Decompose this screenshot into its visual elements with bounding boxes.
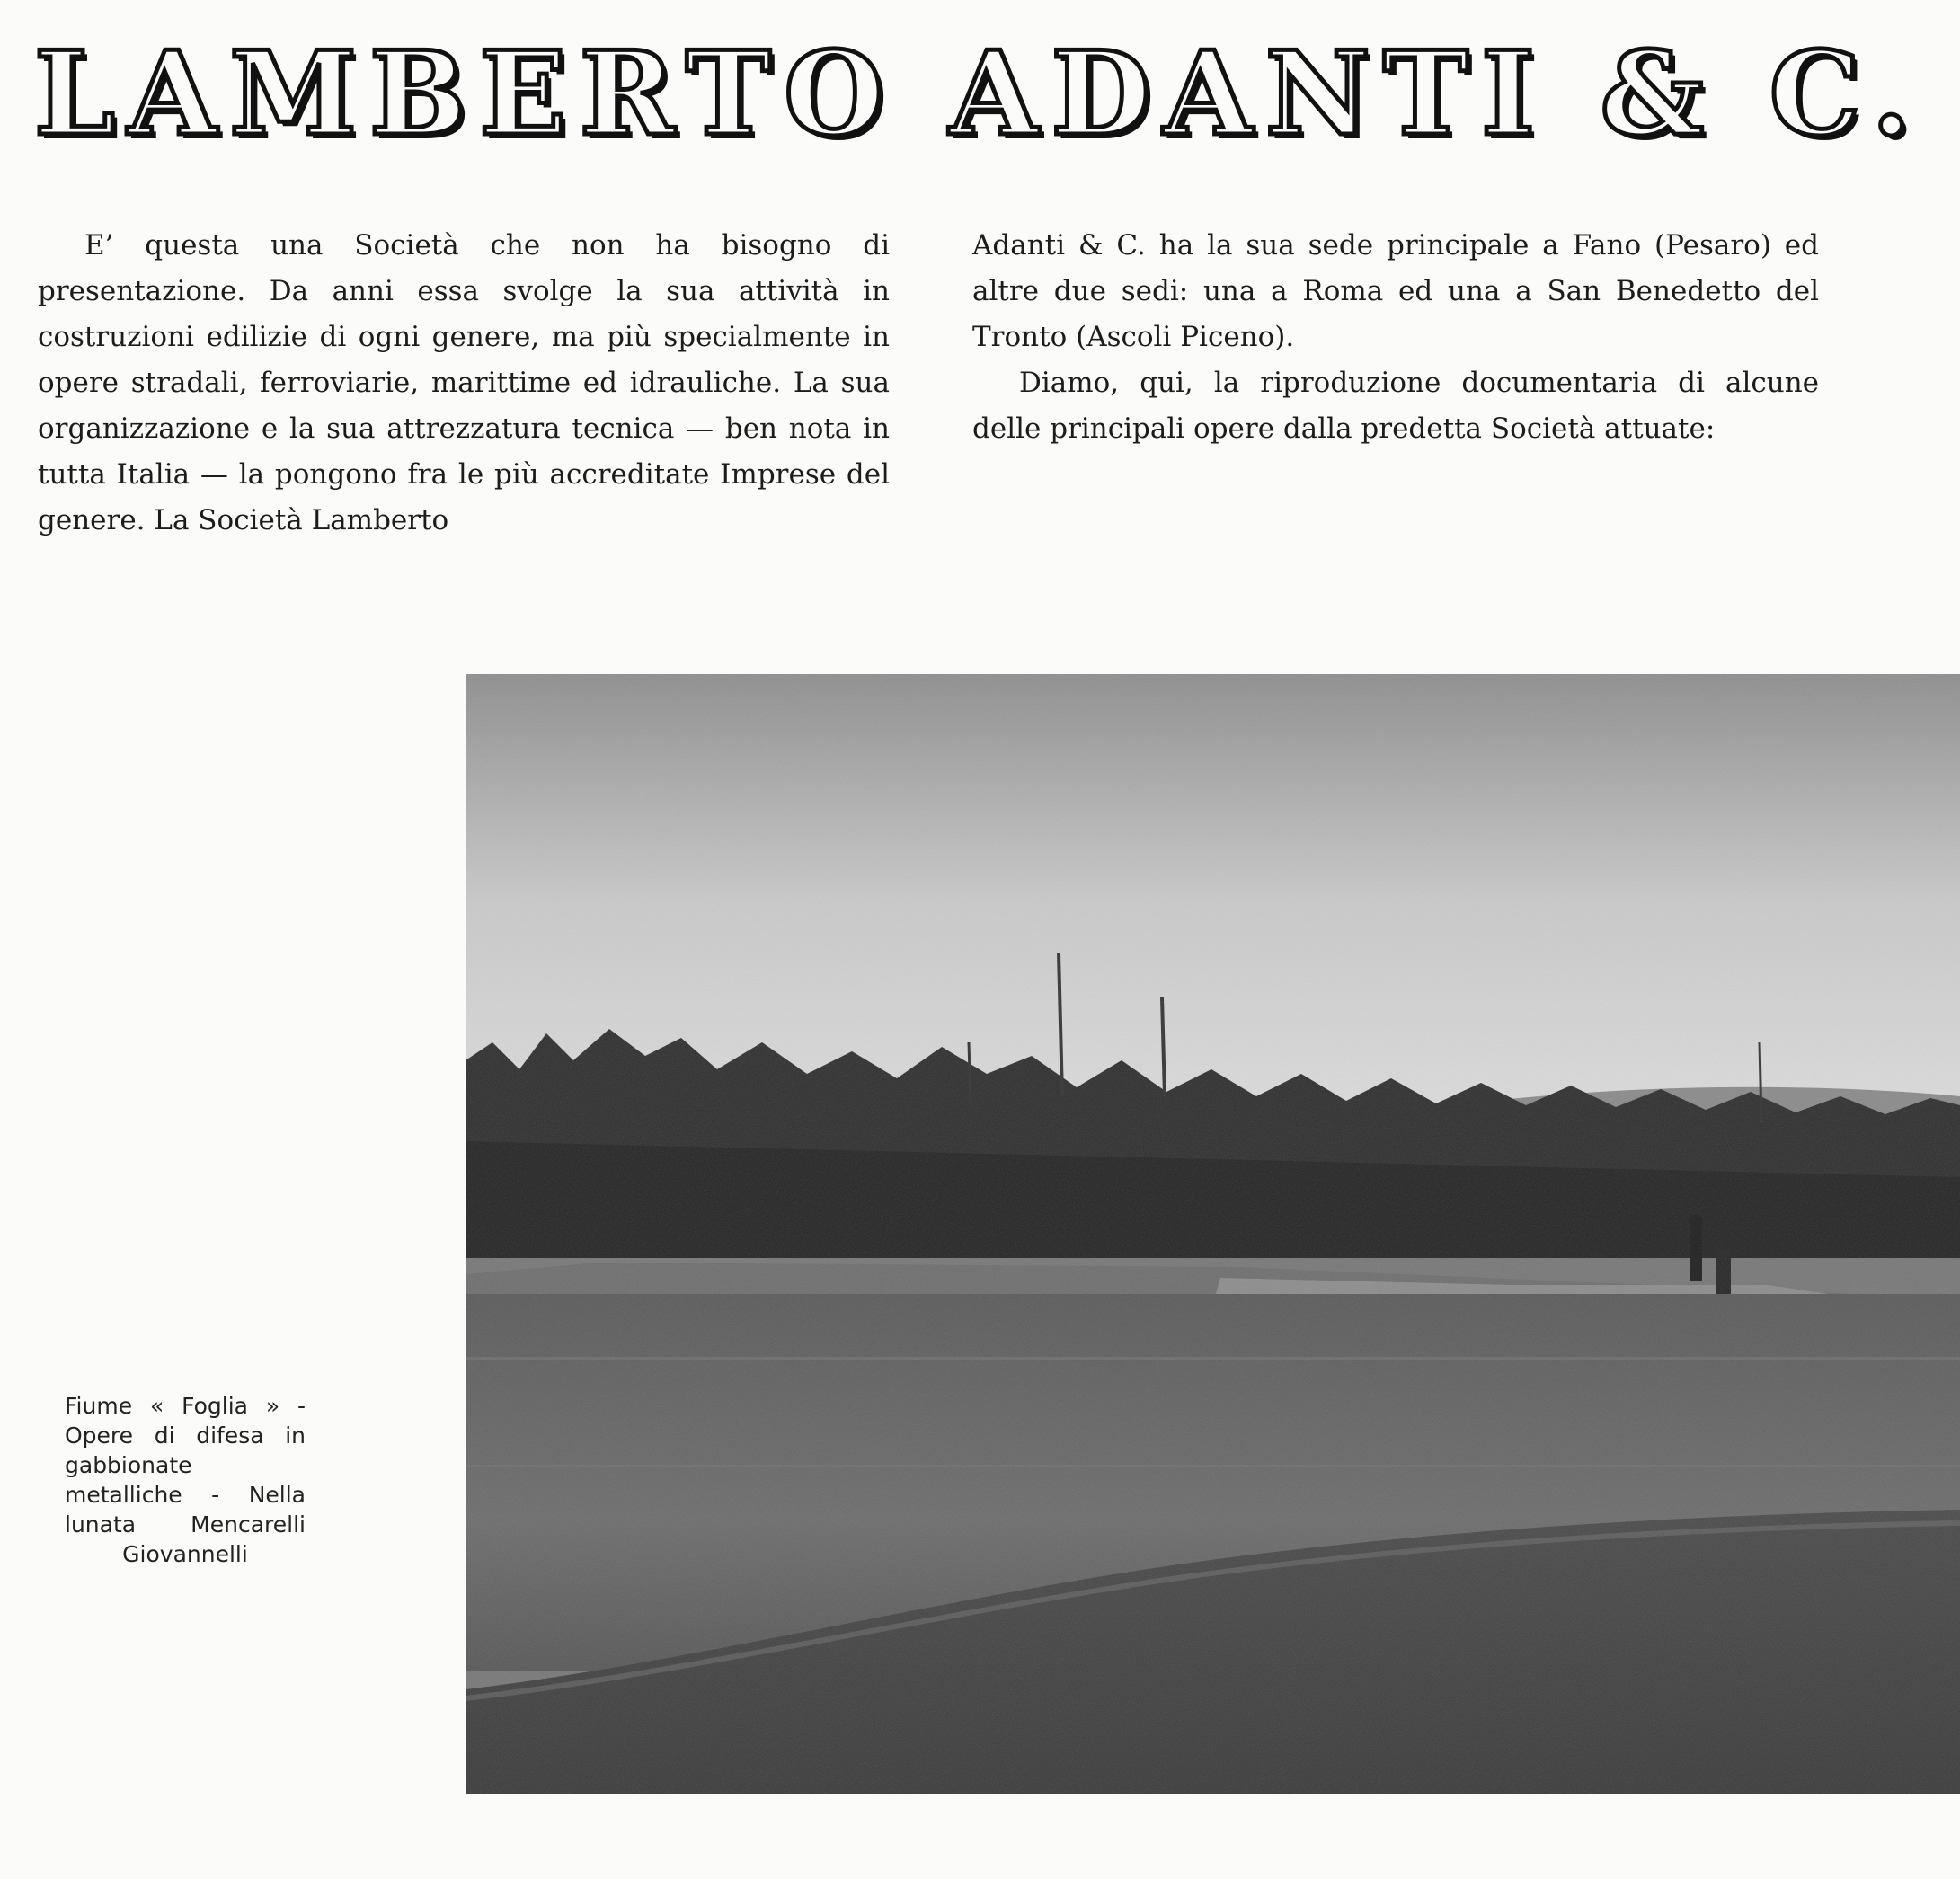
body-paragraph-continued: Adanti & C. ha la sua sede principale a Fano (Pesaro) ed altre due sedi: una a Roma ed una a San Benedetto del Tronto (Ascoli Piceno). <box>972 229 1819 353</box>
body-paragraph: E’ questa una Società che non ha bisogno di presentazione. Da anni essa svolge la sua attività in costruzioni edilizie di ogni genere, ma più specialmente in opere stradali, ferroviarie, marittime ed idrauliche. La sua organizzazione e la sua attrezzatura tecnica — ben nota in tutta Italia — la pongono fra le più accreditate Imprese del genere. La Società Lamberto <box>38 229 890 536</box>
text-column-right <box>972 223 1819 452</box>
body-paragraph: Diamo, qui, la riproduzione documentaria di alcune delle principali opere dalla predetta Società attuate: <box>972 367 1819 445</box>
river-photograph <box>466 674 1960 1794</box>
photo-caption: Fiume « Foglia » - Opere di difesa in gabbionate metalliche - Nella lunata Mencarelli Giovannelli <box>65 1393 306 1567</box>
page-title: LAMBERTO ADANTI & C. <box>34 27 1924 162</box>
text-column-left <box>38 223 890 544</box>
river-scene-image <box>466 674 1960 1794</box>
